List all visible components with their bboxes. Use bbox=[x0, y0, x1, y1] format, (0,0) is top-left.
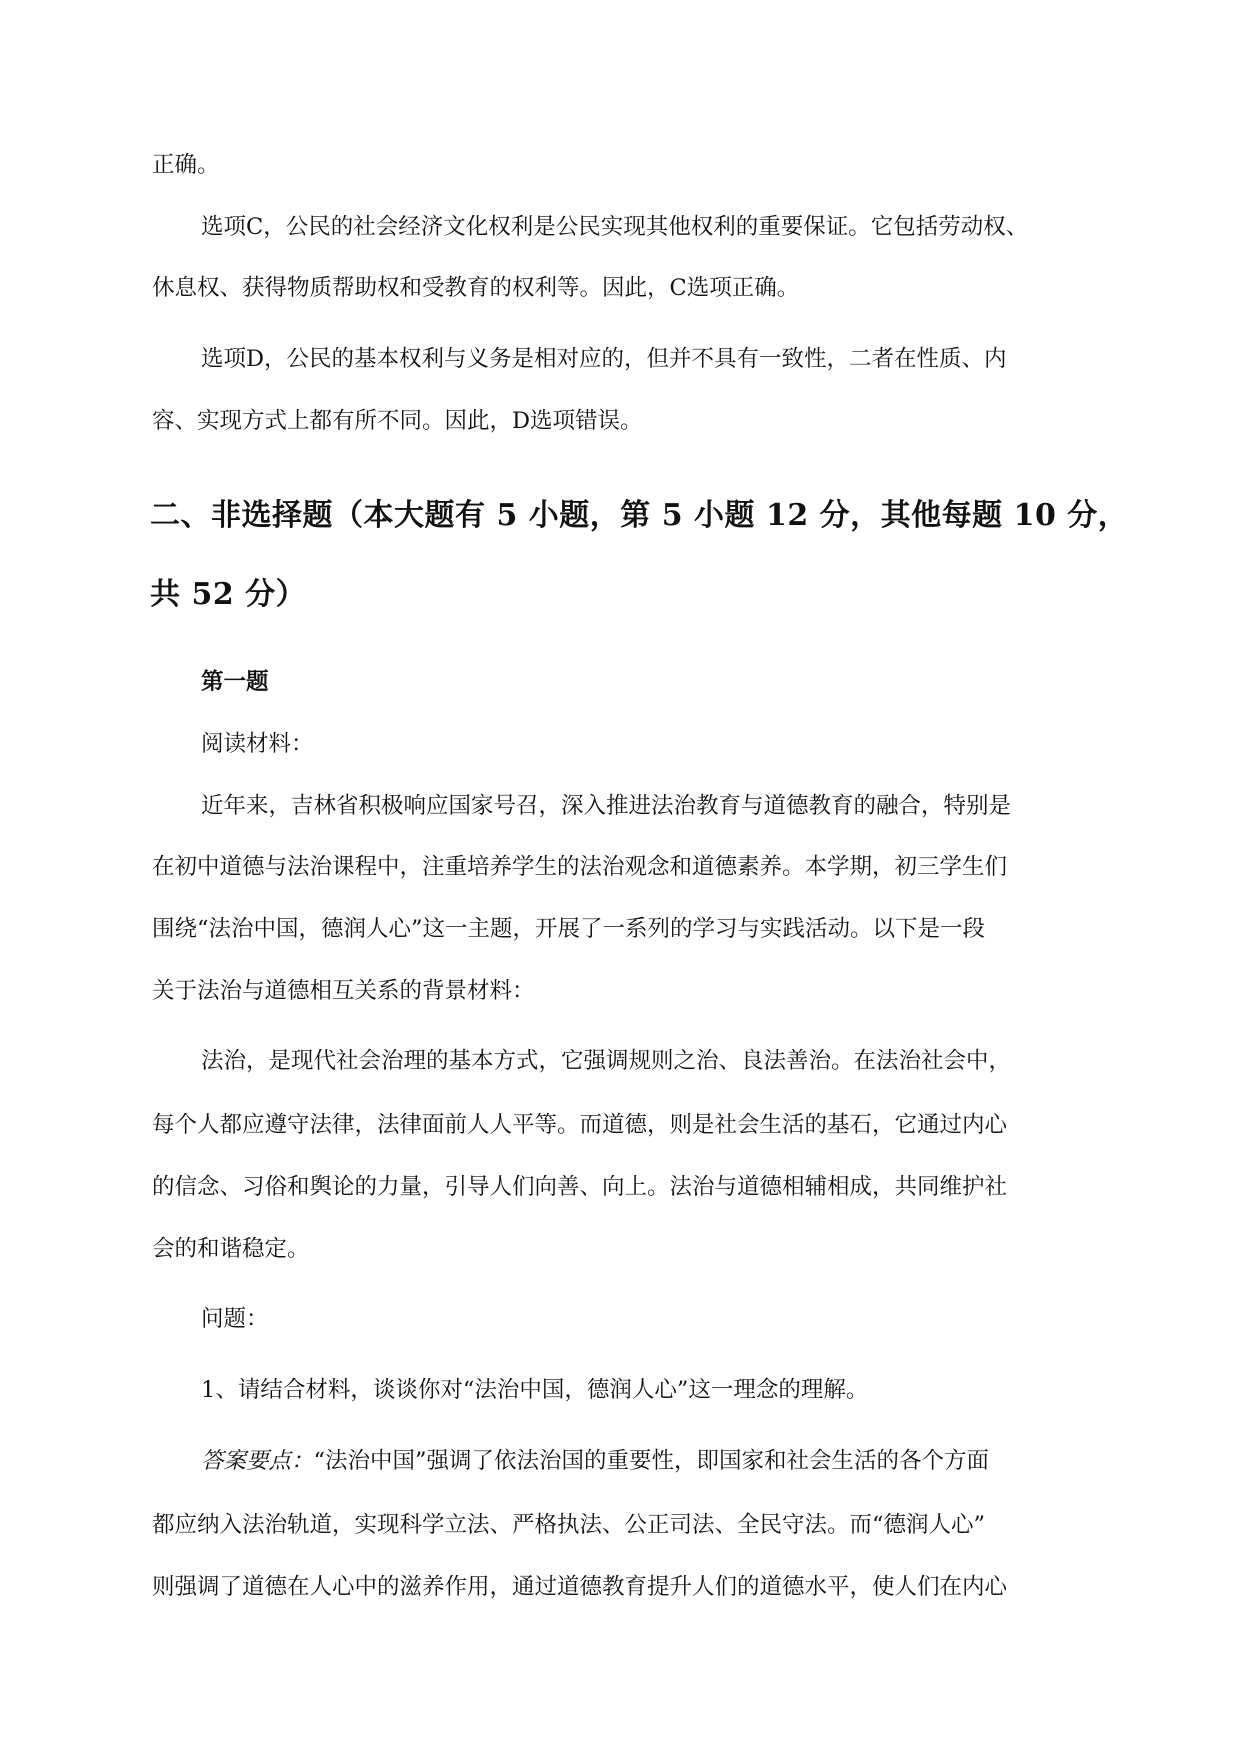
text-line: 正确。 bbox=[152, 152, 220, 178]
answer-label: 答案要点： bbox=[201, 1448, 314, 1474]
material-label: 阅读材料： bbox=[201, 731, 314, 757]
answer-text: “法治中国”强调了依法治国的重要性，即国家和社会生活的各个方面 bbox=[313, 1448, 990, 1474]
section-title-line1: 二、非选择题（本大题有 5 小题，第 5 小题 12 分，其他每题 10 分， bbox=[150, 498, 1129, 533]
question-heading: 第一题 bbox=[201, 669, 269, 695]
text-line: 容、实现方式上都有所不同。因此，D选项错误。 bbox=[152, 408, 643, 434]
question-label: 问题： bbox=[201, 1306, 269, 1332]
answer-first-line bbox=[201, 1446, 989, 1476]
material-line: 围绕“法治中国，德润人心”这一主题，开展了一系列的学习与实践活动。以下是一段 bbox=[152, 916, 986, 942]
material-line: 的信念、习俗和舆论的力量，引导人们向善、向上。法治与道德相辅相成，共同维护社 bbox=[152, 1174, 1008, 1200]
material-line: 关于法治与道德相互关系的背景材料： bbox=[152, 978, 535, 1004]
section-title-line2: 共 52 分） bbox=[150, 577, 307, 612]
material-line: 每个人都应遵守法律，法律面前人人平等。而道德，则是社会生活的基石，它通过内心 bbox=[152, 1112, 1008, 1138]
material-line: 近年来，吉林省积极响应国家号召，深入推进法治教育与道德教育的融合，特别是 bbox=[201, 793, 1012, 819]
answer-line: 都应纳入法治轨道，实现科学立法、严格执法、公正司法、全民守法。而“德润人心” bbox=[152, 1512, 986, 1538]
question-text: 1、请结合材料，谈谈你对“法治中国，德润人心”这一理念的理解。 bbox=[201, 1377, 869, 1403]
answer-line: 则强调了道德在人心中的滋养作用，通过道德教育提升人们的道德水平，使人们在内心 bbox=[152, 1574, 1008, 1600]
material-line: 法治，是现代社会治理的基本方式，它强调规则之治、良法善治。在法治社会中， bbox=[201, 1048, 1012, 1074]
material-line: 会的和谐稳定。 bbox=[152, 1236, 310, 1262]
material-line: 在初中道德与法治课程中，注重培养学生的法治观念和道德素养。本学期，初三学生们 bbox=[152, 854, 1008, 880]
text-line: 休息权、获得物质帮助权和受教育的权利等。因此，C选项正确。 bbox=[152, 275, 800, 301]
text-line: 选项D，公民的基本权利与义务是相对应的，但并不具有一致性，二者在性质、内 bbox=[201, 346, 1007, 372]
text-line: 选项C，公民的社会经济文化权利是公民实现其他权利的重要保证。它包括劳动权、 bbox=[201, 214, 1029, 240]
